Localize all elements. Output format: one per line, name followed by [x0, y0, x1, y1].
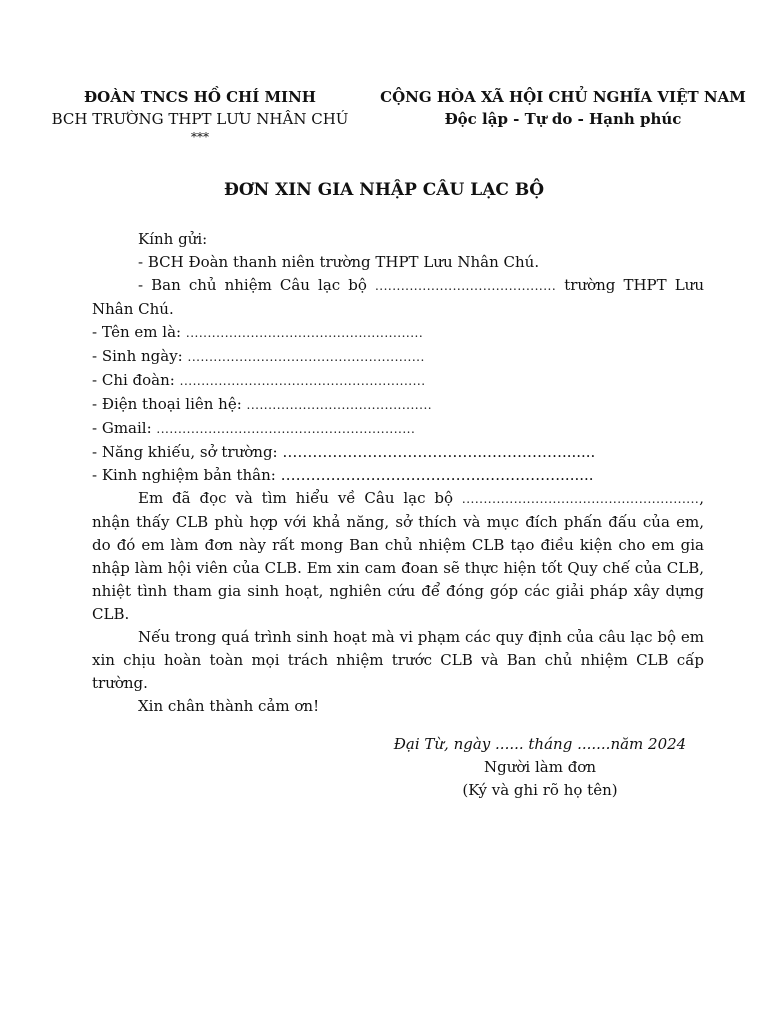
document-body — [92, 228, 704, 718]
field-blank: ....................................................... — [187, 350, 425, 364]
signer-label: Người làm đơn — [483, 758, 596, 776]
national-header — [378, 86, 748, 130]
recipient-club-start: - Ban chủ nhiệm Câu lạc bộ — [138, 276, 367, 294]
recipient-club-end: trường THPT Lưu — [564, 276, 704, 294]
club-name-blank-2: ....................................................... — [461, 492, 700, 506]
field-name — [92, 321, 704, 345]
field-label: - Điện thoại liên hệ: — [92, 395, 242, 413]
field-birthdate — [92, 345, 704, 369]
field-experience — [92, 464, 704, 487]
signature-note: (Ký và ghi rõ họ tên) — [462, 781, 618, 799]
document-title: ĐƠN XIN GIA NHẬP CÂU LẠC BỘ — [223, 180, 545, 200]
field-blank: ............................................................ — [156, 422, 416, 436]
commitment-paragraph: Nếu trong quá trình sinh hoạt mà vi phạm các quy định của câu lạc bộ em xin chịu hoàn toàn mọi trách nhiệm trước CLB và Ban chủ nhiệm CLB cấp trường. — [92, 628, 704, 692]
field-blank: ....................................................... — [185, 326, 424, 340]
field-label: - Kinh nghiệm bản thân: — [92, 466, 276, 484]
school-committee-name: BCH TRƯỜNG THPT LƯU NHÂN CHÚ — [51, 110, 349, 128]
header-stars: *** — [191, 130, 209, 144]
club-name-blank: .......................................... — [374, 279, 557, 293]
field-blank: …………………………………..……………....... — [280, 466, 594, 484]
field-blank: ........................................... — [246, 398, 433, 412]
union-name: ĐOÀN TNCS HỒ CHÍ MINH — [84, 88, 316, 106]
statement-rest: , nhận thấy CLB phù hợp với khả năng, sở thích và mục đích phấn đấu của em, do đó em làm đơn này rất mong Ban chủ nhiệm CLB tạo điều kiện cho em gia nhập làm hội viên của CLB. Em xin cam đoan sẽ thực hiện tốt Quy chế của CLB, nhiệt tình tham gia sinh hoạt, nghiên cứu để đóng góp các giải pháp xây dựng CLB. — [92, 489, 704, 623]
place-date-line: Đại Từ, ngày ...... tháng .......năm 2024 — [393, 735, 687, 753]
closing-thanks: Xin chân thành cảm ơn! — [138, 697, 320, 715]
field-talents — [92, 441, 704, 464]
field-label: - Gmail: — [92, 419, 152, 437]
recipient-club-board — [92, 274, 704, 298]
field-label: - Sinh ngày: — [92, 347, 183, 365]
organization-header — [40, 86, 360, 144]
field-label: - Tên em là: — [92, 323, 182, 341]
recipient-youth-union: - BCH Đoàn thanh niên trường THPT Lưu Nhân Chú. — [138, 253, 540, 271]
field-phone — [92, 393, 704, 417]
national-title: CỘNG HÒA XÃ HỘI CHỦ NGHĨA VIỆT NAM — [380, 88, 746, 106]
statement-paragraph — [92, 487, 704, 626]
national-motto: Độc lập - Tự do - Hạnh phúc — [444, 110, 682, 128]
field-label: - Năng khiếu, sở trường: — [92, 443, 278, 461]
field-gmail — [92, 417, 704, 441]
greeting: Kính gửi: — [138, 230, 208, 248]
field-label: - Chi đoàn: — [92, 371, 175, 389]
statement-start: Em đã đọc và tìm hiểu về Câu lạc bộ — [138, 489, 454, 507]
recipient-club-continuation: Nhân Chú. — [92, 300, 174, 318]
field-blank: …………………………………..……………....... — [282, 443, 596, 461]
signature-block — [390, 733, 690, 802]
field-branch — [92, 369, 704, 393]
field-blank: ......................................................... — [179, 374, 426, 388]
